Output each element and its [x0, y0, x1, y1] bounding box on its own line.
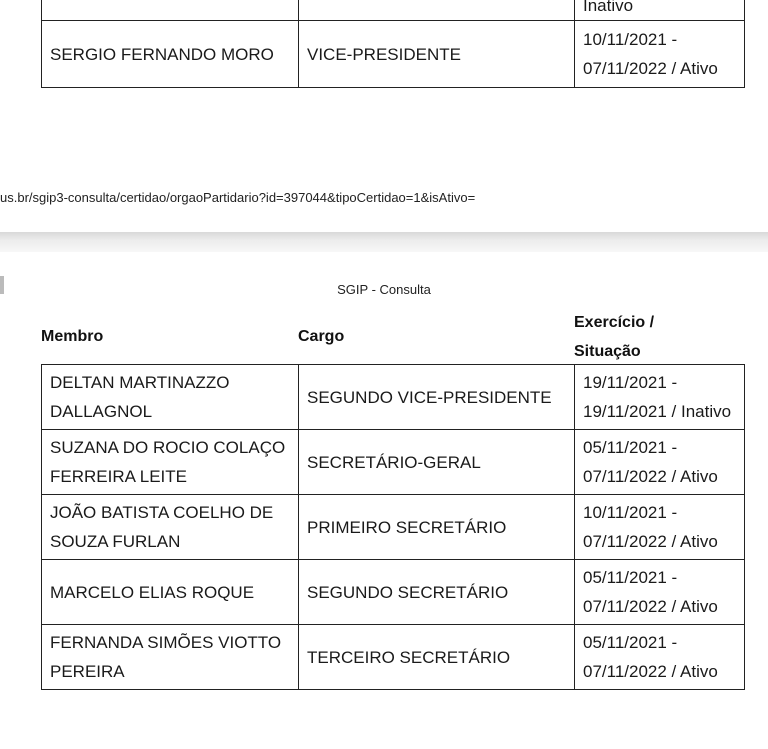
cargo-cell: VICE-PRESIDENTE [299, 21, 575, 88]
exercicio-cell: 05/11/2021 - 07/11/2022 / Ativo [575, 430, 745, 495]
members-table [41, 364, 745, 690]
column-header-cargo: Cargo [298, 328, 345, 345]
table-row [42, 495, 745, 560]
exercicio-cell: Inativo [575, 0, 745, 21]
column-header-membro: Membro [41, 328, 104, 345]
table-row [42, 21, 745, 88]
cargo-cell: TERCEIRO SECRETÁRIO [299, 625, 575, 690]
exercicio-cell: 10/11/2021 - 07/11/2022 / Ativo [575, 21, 745, 88]
table-row [42, 625, 745, 690]
page-header: SGIP - Consulta [337, 282, 431, 297]
page-separator [0, 232, 768, 252]
exercicio-cell: 05/11/2021 - 07/11/2022 / Ativo [575, 625, 745, 690]
membro-cell: DELTAN MARTINAZZO DALLAGNOL [42, 365, 299, 430]
exercicio-cell: 19/11/2021 - 19/11/2021 / Inativo [575, 365, 745, 430]
current-page [0, 252, 768, 749]
membro-cell [42, 0, 299, 21]
cargo-cell: PRIMEIRO SECRETÁRIO [299, 495, 575, 560]
table-row [42, 560, 745, 625]
cargo-cell [299, 0, 575, 21]
table-row [42, 365, 745, 430]
table-row [42, 0, 745, 21]
membro-cell: FERNANDA SIMÕES VIOTTO PEREIRA [42, 625, 299, 690]
cargo-cell: SEGUNDO SECRETÁRIO [299, 560, 575, 625]
previous-page [0, 0, 768, 232]
membro-cell: SERGIO FERNANDO MORO [42, 21, 299, 88]
membro-cell: JOÃO BATISTA COELHO DE SOUZA FURLAN [42, 495, 299, 560]
membro-cell: SUZANA DO ROCIO COLAÇO FERREIRA LEITE [42, 430, 299, 495]
cargo-cell: SEGUNDO VICE-PRESIDENTE [299, 365, 575, 430]
exercicio-cell: 10/11/2021 - 07/11/2022 / Ativo [575, 495, 745, 560]
table-row [42, 430, 745, 495]
members-table-previous [41, 0, 745, 88]
column-header-exercicio: Exercício / Situação [574, 314, 655, 360]
cargo-cell: SECRETÁRIO-GERAL [299, 430, 575, 495]
exercicio-cell: 05/11/2021 - 07/11/2022 / Ativo [575, 560, 745, 625]
page-url-footer: us.br/sgip3-consulta/certidao/orgaoPartidario?id=397044&tipoCertidao=1&isAtivo= [0, 190, 476, 205]
membro-cell: MARCELO ELIAS ROQUE [42, 560, 299, 625]
